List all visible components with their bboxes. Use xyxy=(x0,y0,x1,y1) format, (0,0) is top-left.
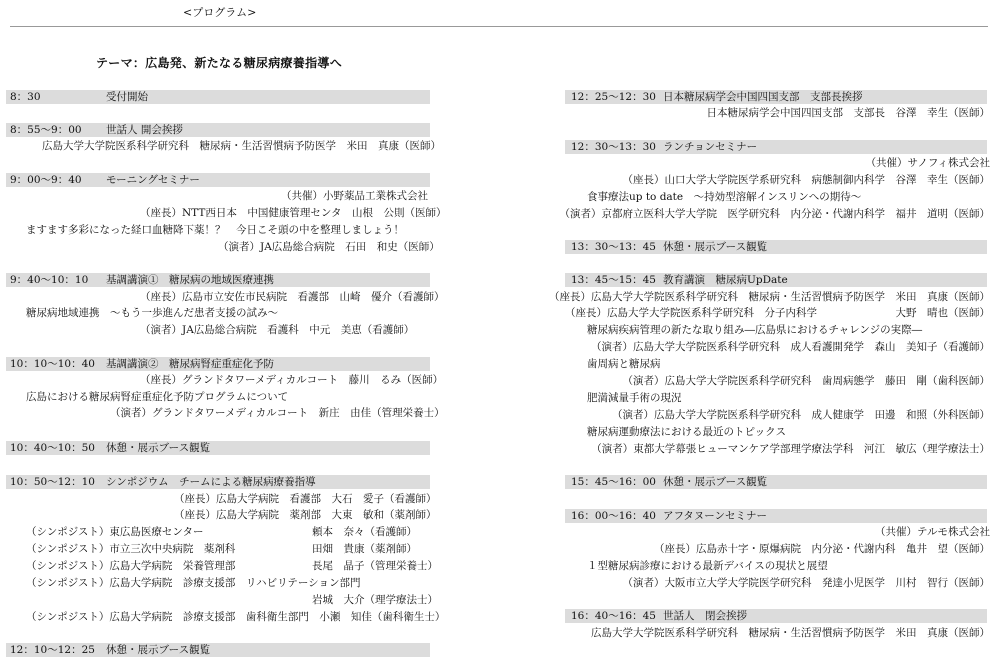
session-line: 広島大学大学院医系科学研究科 糖尿病・生活習慣病予防医学 米田 真康（医師） xyxy=(591,627,990,639)
session-bar xyxy=(565,509,987,523)
session-line: （座長）広島大学病院 看護部 大石 愛子（看護師） xyxy=(174,493,437,505)
session-line: （演者）JA広島総合病院 看護科 中元 美恵（看護師） xyxy=(140,324,415,336)
session-line: （共催）サノフィ株式会社 xyxy=(865,157,990,169)
session-line: （座長）広島赤十字・原爆病院 内分泌・代謝内科 亀井 望（医師） xyxy=(654,543,990,555)
header-divider xyxy=(10,26,988,27)
session-line: （演者）グランドタワーメディカルコート 新庄 由佳（管理栄養士） xyxy=(110,407,445,419)
session-line: 長尾 晶子（管理栄養士） xyxy=(312,560,438,572)
session-title: 世話人 閉会挨拶 xyxy=(663,610,747,622)
session-line: （座長）広島大学大学院医系科学研究科 糖尿病・生活習慣病予防医学 米田 真康（医師） xyxy=(549,291,990,303)
session-line: （座長）グランドタワーメディカルコート 藤川 るみ（医師） xyxy=(140,374,444,386)
session-time: 9：00～9：40 xyxy=(10,174,82,186)
session-line: 糖尿病疾病管理の新たな取り組み―広島県におけるチャレンジの実際― xyxy=(587,324,923,336)
session-line: （座長）山口大学大学院医学系研究科 病態制御内科学 谷澤 幸生（医師） xyxy=(622,174,990,186)
session-title: 世話人 開会挨拶 xyxy=(106,124,183,136)
session-title: 休憩・展示ブース観覧 xyxy=(106,442,211,454)
session-line: （座長）広島市立安佐市民病院 看護部 山崎 優介（看護師） xyxy=(140,291,445,303)
session-line: 食事療法up to date ～持効型溶解インスリンへの期待～ xyxy=(587,191,862,203)
session-bar xyxy=(6,90,430,104)
session-line: （演者）東都大学幕張ヒューマンケア学部理学療法学科 河江 敏広（理学療法士） xyxy=(591,443,990,455)
session-bar xyxy=(6,123,430,137)
session-time: 12：25～12：30 xyxy=(571,91,656,103)
session-line: 岩城 大介（理学療法士） xyxy=(312,594,438,606)
session-line: １型糖尿病診療における最新デバイスの現状と展望 xyxy=(587,560,828,572)
session-bar xyxy=(6,643,430,657)
session-line: ますます多彩になった経口血糖降下薬！？ 今日こそ頭の中を整理しましょう！ xyxy=(26,224,404,236)
session-time: 9：40～10：10 xyxy=(10,274,89,286)
session-time: 10：10～10：40 xyxy=(10,358,95,370)
session-bar xyxy=(6,273,430,287)
theme-title: テーマ：広島発、新たなる糖尿病療養指導へ xyxy=(96,56,343,70)
session-title: 休憩・展示ブース観覧 xyxy=(663,241,768,253)
session-line: （演者）JA広島総合病院 石田 和史（医師） xyxy=(218,241,440,253)
session-line: （シンポジスト）広島大学病院 診療支援部 歯科衛生部門 小瀬 知佳（歯科衛生士） xyxy=(26,611,446,623)
program-title: <プログラム> xyxy=(183,6,257,19)
session-time: 8：30 xyxy=(10,91,41,103)
session-line: （演者）京都府立医科大学大学院 医学研究科 内分泌・代謝内科学 福井 道明（医師） xyxy=(559,208,990,220)
session-line: 大野 晴也（医師） xyxy=(895,307,990,319)
session-title: 受付開始 xyxy=(106,91,148,103)
session-bar xyxy=(6,357,430,371)
session-line: （演者）広島大学大学院医系科学研究科 成人看護開発学 森山 美知子（看護師） xyxy=(591,341,990,353)
session-line: 歯周病と糖尿病 xyxy=(587,358,661,370)
session-time: 15：45～16：00 xyxy=(571,476,656,488)
session-title: モーニングセミナー xyxy=(106,174,200,186)
program-header xyxy=(0,0,1000,28)
session-title: シンポジウム チームによる糖尿病療養指導 xyxy=(106,476,316,488)
session-line: 糖尿病運動療法における最近のトピックス xyxy=(587,426,786,438)
session-bar xyxy=(6,441,430,455)
session-bar xyxy=(565,140,987,154)
session-title: 日本糖尿病学会中国四国支部 支部長挨拶 xyxy=(663,91,863,103)
session-line: （シンポジスト）広島大学病院 栄養管理部 xyxy=(26,560,236,572)
session-time: 12：10～12：25 xyxy=(10,644,95,656)
session-time: 10：40～10：50 xyxy=(10,442,95,454)
session-line: （シンポジスト）東広島医療センター xyxy=(26,526,204,538)
session-line: 日本糖尿病学会中国四国支部 支部長 谷澤 幸生（医師） xyxy=(706,107,990,119)
session-time: 13：30～13：45 xyxy=(571,241,656,253)
session-title: 基調講演① 糖尿病の地域医療連携 xyxy=(106,274,274,286)
session-bar xyxy=(565,273,987,287)
session-title: 基調講演② 糖尿病腎症重症化予防 xyxy=(106,358,274,370)
session-line: （座長）広島大学大学院医系科学研究科 分子内科学 xyxy=(565,307,817,319)
session-bar xyxy=(565,475,987,489)
session-time: 16：40～16：45 xyxy=(571,610,656,622)
session-title: 休憩・展示ブース観覧 xyxy=(663,476,768,488)
session-line: （座長）NTT西日本 中国健康管理センタ 山根 公則（医師） xyxy=(140,207,447,219)
session-time: 13：45～15：45 xyxy=(571,274,656,286)
session-bar xyxy=(6,475,430,489)
session-line: 糖尿病地域連携 ～もう一歩進んだ患者支援の試み～ xyxy=(26,307,278,319)
session-line: （演者）大阪市立大学大学院医学研究科 発達小児医学 川村 智行（医師） xyxy=(622,577,990,589)
session-title: ランチョンセミナー xyxy=(663,141,758,153)
session-line: （シンポジスト）広島大学病院 診療支援部 リハビリテーション部門 xyxy=(26,577,361,589)
session-bar xyxy=(565,240,987,254)
session-line: 田畑 貴康（薬剤師） xyxy=(312,543,417,555)
session-line: 肥満減量手術の現況 xyxy=(587,392,682,404)
session-time: 12：30～13：30 xyxy=(571,141,656,153)
session-line: （演者）広島大学大学院医系科学研究科 歯周病態学 藤田 剛（歯科医師） xyxy=(622,375,990,387)
session-time: 10：50～12：10 xyxy=(10,476,95,488)
session-line: 広島大学大学院医系科学研究科 糖尿病・生活習慣病予防医学 米田 真康（医師） xyxy=(42,140,441,152)
session-bar xyxy=(565,609,987,623)
session-bar xyxy=(6,173,430,187)
session-line: （座長）広島大学病院 薬剤部 大東 敏和（薬剤師） xyxy=(174,509,437,521)
session-time: 8：55～9：00 xyxy=(10,124,82,136)
session-line: 頼本 奈々（看護師） xyxy=(312,526,417,538)
session-line: 広島における糖尿病腎症重症化予防プログラムについて xyxy=(26,391,289,403)
session-bar xyxy=(565,90,987,104)
session-time: 16：00～16：40 xyxy=(571,510,656,522)
session-line: （共催）テルモ株式会社 xyxy=(875,526,990,538)
session-line: （シンポジスト）市立三次中央病院 薬剤科 xyxy=(26,543,236,555)
session-title: 休憩・展示ブース観覧 xyxy=(106,644,211,656)
session-line: （共催）小野薬品工業株式会社 xyxy=(281,190,428,202)
session-title: アフタヌーンセミナー xyxy=(663,510,768,522)
session-title: 教育講演 糖尿病UpDate xyxy=(663,274,788,286)
session-line: （演者）広島大学大学院医系科学研究科 成人健康学 田邊 和照（外科医師） xyxy=(612,409,990,421)
